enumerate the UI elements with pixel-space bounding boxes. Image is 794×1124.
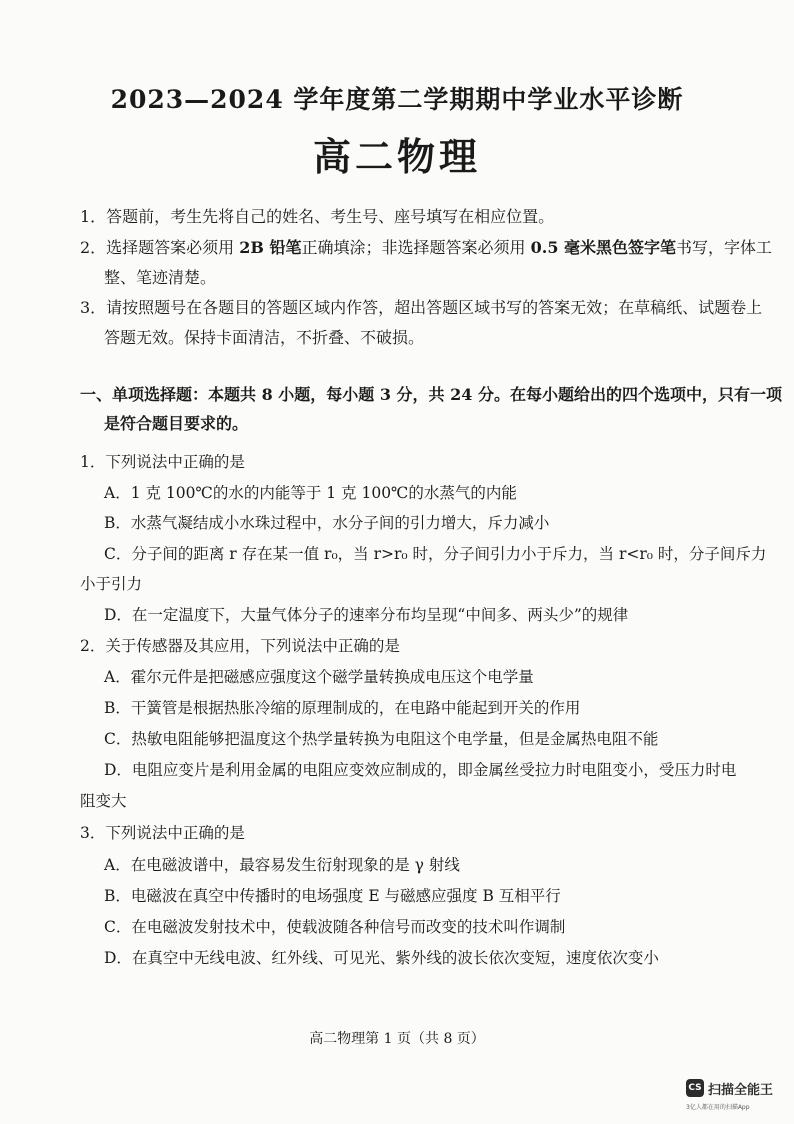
question-stem: 3．下列说法中正确的是 [80,824,245,842]
note-1: 1．答题前，考生先将自己的姓名、考生号、座号填写在相应位置。 [80,207,555,226]
watermark-name: 扫描全能王 [708,1083,774,1098]
question-stem: 1．下列说法中正确的是 [80,453,245,471]
option-b: B．水蒸气凝结成小水珠过程中，水分子间的引力增大，斥力减小 [104,514,550,532]
option-d-cont: 阻变大 [80,792,127,810]
scanner-watermark [686,1075,786,1115]
option-b: B．电磁波在真空中传播时的电场强度 E 与磁感应强度 B 互相平行 [104,887,561,905]
note-2-part-a: 2．选择题答案必须用 [80,238,240,257]
question-stem: 2．关于传感器及其应用，下列说法中正确的是 [80,637,400,655]
option-b: B．干簧管是根据热胀冷缩的原理制成的，在电路中能起到开关的作用 [104,699,581,717]
note-2-part-c: 正确填涂；非选择题答案必须用 [301,238,531,257]
note-2-pen: 0.5 毫米黑色签字笔 [530,238,677,257]
section-heading-line-2: 是符合题目要求的。 [104,414,249,433]
option-c-cont: 小于引力 [80,575,143,593]
option-d: D．在真空中无线电波、红外线、可见光、紫外线的波长依次变短，速度依次变小 [104,949,659,967]
option-d: D．电阻应变片是利用金属的电阻应变效应制成的，即金属丝受拉力时电阻变小，受压力时电 [104,761,737,779]
note-2 [80,238,772,258]
watermark-slogan: 3亿人都在用的扫描App [686,1104,750,1111]
note-2-pencil: 2B 铅笔 [239,238,302,257]
section-heading: 一、单项选择题：本题共 8 小题，每小题 3 分，共 24 分。在每小题给出的四个选项中，只有一项 [80,385,782,404]
note-3-line-2: 答题无效。保持卡面清洁，不折叠、不破损。 [104,328,425,347]
option-c: C．分子间的距离 r 存在某一值 r₀，当 r>r₀ 时，分子间引力小于斥力，当 r<r₀ 时，分子间斥力 [104,545,767,563]
exam-title: 2023—2024 学年度第二学期期中学业水平诊断 [110,85,684,114]
option-c: C．在电磁波发射技术中，使载波随各种信号而改变的技术叫作调制 [104,918,566,936]
page-footer: 高二物理第 1 页（共 8 页） [309,1031,485,1047]
subject-title: 高二物理 [312,134,481,179]
note-2-line-2: 整、笔迹清楚。 [104,268,217,287]
option-a: A．霍尔元件是把磁感应强度这个磁学量转换成电压这个电学量 [104,668,534,686]
note-3: 3．请按照题号在各题目的答题区域内作答，超出答题区域书写的答案无效；在草稿纸、试题卷上 [80,298,763,317]
camscanner-icon: CS [686,1079,704,1097]
option-a: A．在电磁波谱中，最容易发生衍射现象的是 γ 射线 [104,856,460,874]
note-2-part-e: 书写，字体工 [676,238,773,257]
option-c: C．热敏电阻能够把温度这个热学量转换为电阻这个电学量，但是金属热电阻不能 [104,730,659,748]
option-d: D．在一定温度下，大量气体分子的速率分布均呈现“中间多、两头少”的规律 [104,606,629,624]
option-a: A．1 克 100℃的水的内能等于 1 克 100℃的水蒸气的内能 [104,484,517,502]
